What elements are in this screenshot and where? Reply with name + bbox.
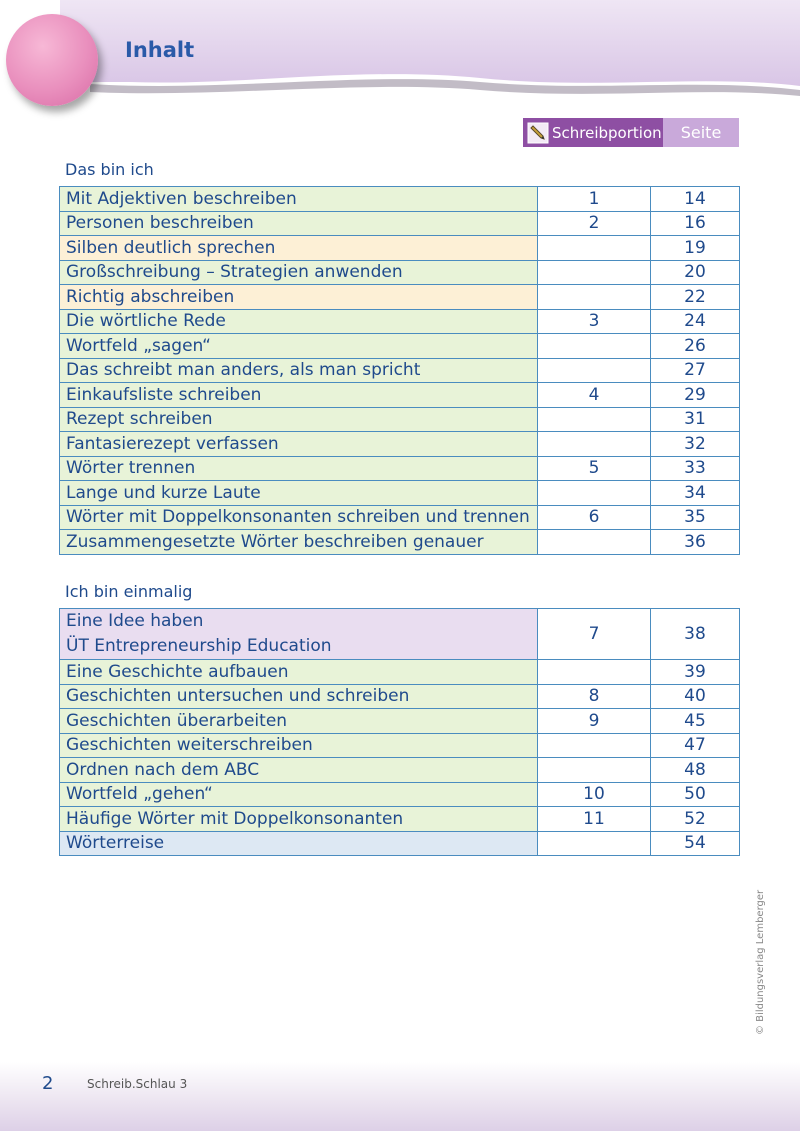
section-title: Ich bin einmalig (65, 582, 193, 601)
toc-entry-page: 26 (651, 334, 740, 359)
toc-entry-title-text: Silben deutlich sprechen (66, 237, 276, 258)
toc-entry-page: 27 (651, 358, 740, 383)
toc-row (60, 285, 740, 310)
toc-entry-schreibportion: 9 (538, 709, 651, 734)
toc-entry-title (60, 285, 538, 310)
legend-schreibportion (523, 118, 663, 147)
toc-entry-subtitle-text: ÜT Entrepreneurship Education (66, 636, 332, 656)
toc-entry-schreibportion (538, 432, 651, 457)
toc-entry-title (60, 758, 538, 783)
page-number: 2 (42, 1073, 54, 1094)
toc-entry-title (60, 407, 538, 432)
toc-entry-page: 36 (651, 530, 740, 555)
toc-entry-page: 31 (651, 407, 740, 432)
toc-table (59, 186, 740, 555)
toc-row (60, 309, 740, 334)
toc-entry-title (60, 831, 538, 856)
toc-entry-page: 48 (651, 758, 740, 783)
toc-row (60, 684, 740, 709)
toc-entry-title-text: Wörter trennen (66, 458, 196, 479)
toc-entry-title-text: Geschichten weiterschreiben (66, 735, 313, 756)
toc-row (60, 407, 740, 432)
toc-entry-title (60, 358, 538, 383)
toc-entry-page: 50 (651, 782, 740, 807)
toc-row (60, 758, 740, 783)
toc-entry-schreibportion (538, 660, 651, 685)
toc-entry-schreibportion (538, 334, 651, 359)
toc-entry-title (60, 609, 538, 660)
toc-row (60, 432, 740, 457)
toc-entry-title-text: Eine Geschichte aufbauen (66, 661, 289, 682)
toc-entry-schreibportion (538, 481, 651, 506)
header-circle-decoration (6, 14, 98, 106)
toc-row (60, 609, 740, 660)
toc-entry-title (60, 309, 538, 334)
toc-row (60, 236, 740, 261)
toc-entry-schreibportion (538, 831, 651, 856)
toc-entry-title-text: Richtig abschreiben (66, 286, 235, 307)
toc-entry-schreibportion (538, 758, 651, 783)
toc-table (59, 608, 740, 856)
toc-entry-page: 40 (651, 684, 740, 709)
toc-entry-title-text: Ordnen nach dem ABC (66, 759, 260, 780)
toc-entry-page: 34 (651, 481, 740, 506)
toc-entry-title-text: Mit Adjektiven beschreiben (66, 188, 297, 209)
toc-entry-page: 16 (651, 211, 740, 236)
toc-entry-title-text: Großschreibung – Strategien anwenden (66, 262, 403, 283)
toc-entry-title-text: Einkaufsliste schreiben (66, 384, 262, 405)
toc-entry-title (60, 211, 538, 236)
toc-entry-title-text: Geschichten untersuchen und schreiben (66, 686, 410, 707)
toc-entry-page: 47 (651, 733, 740, 758)
toc-entry-page: 54 (651, 831, 740, 856)
header-band (0, 0, 800, 100)
toc-entry-page: 45 (651, 709, 740, 734)
toc-entry-schreibportion: 10 (538, 782, 651, 807)
toc-entry-schreibportion (538, 733, 651, 758)
toc-entry-page: 33 (651, 456, 740, 481)
toc-row (60, 358, 740, 383)
toc-entry-schreibportion: 6 (538, 505, 651, 530)
toc-entry-page: 14 (651, 187, 740, 212)
toc-entry-title-text: Wortfeld „sagen“ (66, 335, 211, 356)
toc-entry-schreibportion (538, 285, 651, 310)
toc-entry-title-text: Rezept schreiben (66, 409, 213, 430)
toc-entry-title-text: Eine Idee haben (66, 611, 204, 631)
toc-row (60, 807, 740, 832)
toc-entry-title (60, 709, 538, 734)
toc-entry-title (60, 505, 538, 530)
toc-entry-schreibportion (538, 358, 651, 383)
toc-entry-title (60, 260, 538, 285)
toc-row (60, 187, 740, 212)
toc-entry-title-text: Personen beschreiben (66, 213, 254, 234)
toc-entry-schreibportion: 4 (538, 383, 651, 408)
book-title: Schreib.Schlau 3 (87, 1077, 188, 1091)
copyright-notice: © Bildungsverlag Lemberger (755, 889, 766, 1035)
toc-entry-title-text: Geschichten überarbeiten (66, 710, 288, 731)
toc-entry-page: 19 (651, 236, 740, 261)
toc-row (60, 530, 740, 555)
toc-entry-title (60, 432, 538, 457)
toc-entry-title-text: Das schreibt man anders, als man spricht (66, 360, 421, 381)
toc-entry-page: 38 (651, 609, 740, 660)
toc-entry-page: 24 (651, 309, 740, 334)
toc-row (60, 505, 740, 530)
toc-entry-title-text: Zusammengesetzte Wörter beschreiben genauer (66, 531, 484, 552)
toc-entry-title-text: Häufige Wörter mit Doppelkonsonanten (66, 808, 404, 829)
toc-entry-title-text: Wörterreise (66, 833, 165, 854)
toc-entry-title (60, 187, 538, 212)
toc-row (60, 456, 740, 481)
toc-entry-schreibportion: 5 (538, 456, 651, 481)
toc-entry-title (60, 782, 538, 807)
toc-row (60, 831, 740, 856)
toc-entry-schreibportion: 2 (538, 211, 651, 236)
toc-row (60, 782, 740, 807)
toc-entry-title (60, 733, 538, 758)
toc-entry-page: 22 (651, 285, 740, 310)
page-title: Inhalt (125, 38, 195, 62)
toc-entry-schreibportion: 8 (538, 684, 651, 709)
toc-entry-schreibportion: 7 (538, 609, 651, 660)
section-title: Das bin ich (65, 160, 154, 179)
toc-row (60, 383, 740, 408)
toc-entry-title-text: Fantasierezept verfassen (66, 433, 279, 454)
toc-entry-page: 52 (651, 807, 740, 832)
legend-seite: Seite (663, 118, 739, 147)
footer-band (0, 1062, 800, 1131)
toc-entry-title-text: Wörter mit Doppelkonsonanten schreiben und trennen (66, 507, 530, 528)
toc-entry-page: 32 (651, 432, 740, 457)
toc-entry-title-text: Lange und kurze Laute (66, 482, 261, 503)
toc-row (60, 660, 740, 685)
toc-entry-title-text: Die wörtliche Rede (66, 311, 226, 332)
toc-row (60, 334, 740, 359)
toc-entry-title (60, 456, 538, 481)
legend-schreibportion-label: Schreibportion (552, 123, 662, 142)
toc-entry-schreibportion: 11 (538, 807, 651, 832)
toc-row (60, 481, 740, 506)
toc-entry-title (60, 807, 538, 832)
toc-entry-title (60, 684, 538, 709)
toc-row (60, 211, 740, 236)
toc-entry-schreibportion (538, 260, 651, 285)
toc-entry-title (60, 383, 538, 408)
toc-row (60, 733, 740, 758)
toc-entry-page: 29 (651, 383, 740, 408)
toc-entry-title (60, 481, 538, 506)
toc-entry-page: 39 (651, 660, 740, 685)
toc-entry-schreibportion (538, 530, 651, 555)
toc-row (60, 709, 740, 734)
toc-entry-title (60, 660, 538, 685)
toc-entry-page: 35 (651, 505, 740, 530)
toc-entry-title (60, 334, 538, 359)
toc-entry-title (60, 236, 538, 261)
header-wave (0, 0, 800, 100)
toc-entry-schreibportion (538, 236, 651, 261)
toc-entry-page: 20 (651, 260, 740, 285)
pencil-icon (527, 122, 549, 144)
toc-entry-title-text: Wortfeld „gehen“ (66, 784, 213, 805)
toc-entry-schreibportion: 3 (538, 309, 651, 334)
toc-entry-title (60, 530, 538, 555)
toc-entry-schreibportion (538, 407, 651, 432)
toc-row (60, 260, 740, 285)
toc-entry-schreibportion: 1 (538, 187, 651, 212)
